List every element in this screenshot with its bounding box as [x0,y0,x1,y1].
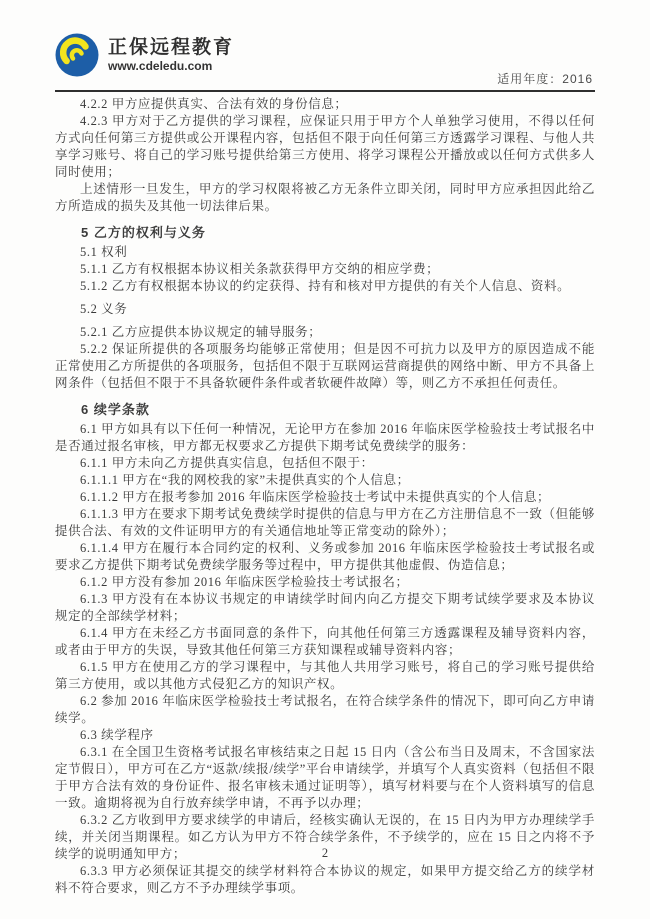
page-number: 2 [321,846,329,860]
brand-name: 正保远程教育 [108,36,235,58]
clause-paragraph: 6.1.1.1 甲方在“我的网校我的家”未提供真实的个人信息； [80,473,410,487]
clause-paragraph: 4.2.2 甲方应提供真实、合法有效的身份信息； [80,97,348,111]
brand-text [108,37,234,74]
clause-paragraph: 5.1 权利 [80,245,128,259]
clause-paragraph: 5.2.1 乙方应提供本协议规定的辅导服务； [80,325,322,339]
clause-paragraph: 6.1.1.4 甲方在履行本合同约定的权利、义务或参加 2016 年临床医学检验技士考试报名或要求乙方提供下期考试免费续学服务等过程中，甲方提供其他虚假、伪造信息； [55,541,595,572]
clause-paragraph: 6.1.1 甲方未向乙方提供真实信息，包括但不限于： [80,456,374,470]
clause-paragraph: 上述情形一旦发生，甲方的学习权限将被乙方无条件立即关闭，同时甲方应承担因此给乙方所造成的损失及其他一切法律后果。 [55,182,595,213]
clause-paragraph: 6.1.2 甲方没有参加 2016 年临床医学检验技士考试报名； [80,575,409,589]
clause-paragraph: 6.1.3 甲方没有在本协议书规定的申请续学时间内向乙方提交下期考试续学要求及本协议规定的全部续学材料； [55,592,595,623]
clause-paragraph: 6.1.1.2 甲方在报考参加 2016 年临床医学检验技士考试中未提供真实的个人信息； [80,490,551,504]
clause-paragraph: 5.2 义务 [80,302,128,316]
applicable-year-label: 适用年度：2016 [497,72,593,86]
clause-paragraph: 6.1.5 甲方在使用乙方的学习课程中，与其他人共用学习账号，将自己的学习账号提供给第三方使用，或以其他方式侵犯乙方的知识产权。 [55,660,595,691]
section-heading: 6 续学条款 [81,402,150,417]
clause-paragraph: 6.2 参加 2016 年临床医学检验技士考试报名，在符合续学条件的情况下，即可向乙方申请续学。 [55,694,595,725]
header-divider [55,90,595,92]
clause-paragraph: 6.3.1 在全国卫生资格考试报名审核结束之日起 15 日内（含公布当日及周末，不含国家法定节假日），甲方可在乙方“返款/续报/续学”平台申请续学，并填写个人真实资料（包括但不限于甲方合法有效的身份证件、报名审核未通过证明等），填写材料要与在个人资料填写的信息一致。逾期将视为自行放弃续学申请，不再予以办理； [55,745,595,810]
brand-url: www.cdeledu.com [108,58,213,73]
clause-paragraph: 5.2.2 保证所提供的各项服务均能够正常使用；但是因不可抗力以及甲方的原因造成不能正常使用乙方所提供的各项服务，包括但不限于互联网运营商提供的网络中断、甲方不具备上网条件（包括但不限于不具备软硬件条件或者软硬件故障）等，则乙方不承担任何责任。 [55,342,595,390]
clause-paragraph: 6.3.2 乙方收到甲方要求续学的申请后，经核实确认无误的，在 15 日内为甲方办理续学手续，并关闭当期课程。如乙方认为甲方不符合续学条件，不予续学的，应在 15 日之内将不予续学的说明通知甲方； [55,813,595,861]
clause-paragraph: 6.1.1.3 甲方在要求下期考试免费续学时提供的信息与甲方在乙方注册信息不一致（但能够提供合法、有效的文件证明甲方的有关通信地址等正常变动的除外）； [55,507,595,538]
clause-paragraph: 4.2.3 甲方对于乙方提供的学习课程，应保证只用于甲方个人单独学习使用，不得以任何方式向任何第三方提供或公开课程内容，包括但不限于向任何第三方透露学习课程、与他人共享学习账号、将自己的学习账号提供给第三方使用、将学习课程公开播放或以任何方式供多人同时使用； [55,114,595,179]
clause-paragraph: 6.3.3 甲方必须保证其提交的续学材料符合本协议的规定，如果甲方提交给乙方的续学材料不符合要求，则乙方不予办理续学事项。 [55,864,595,895]
clause-paragraph: 5.1.1 乙方有权根据本协议相关条款获得甲方交纳的相应学费； [80,262,440,276]
page-header [55,33,595,90]
clause-paragraph: 5.1.2 乙方有权根据本协议的约定获得、持有和核对甲方提供的有关个人信息、资料。 [80,279,571,293]
clause-paragraph: 6.1.4 甲方在未经乙方书面同意的条件下，向其他任何第三方透露课程及辅导资料内容，或者由于甲方的失误，导致其他任何第三方获知课程或辅导资料内容； [55,626,595,657]
clause-paragraph: 6.1 甲方如具有以下任何一种情况，无论甲方在参加 2016 年临床医学检验技士考试报名中是否通过报名审核，甲方都无权要求乙方提供下期考试免费续学的服务： [55,422,595,453]
document-body [55,96,595,897]
cdeledu-logo-icon [55,33,99,77]
section-heading: 5 乙方的权利与义务 [81,225,206,240]
clause-paragraph: 6.3 续学程序 [80,728,154,742]
